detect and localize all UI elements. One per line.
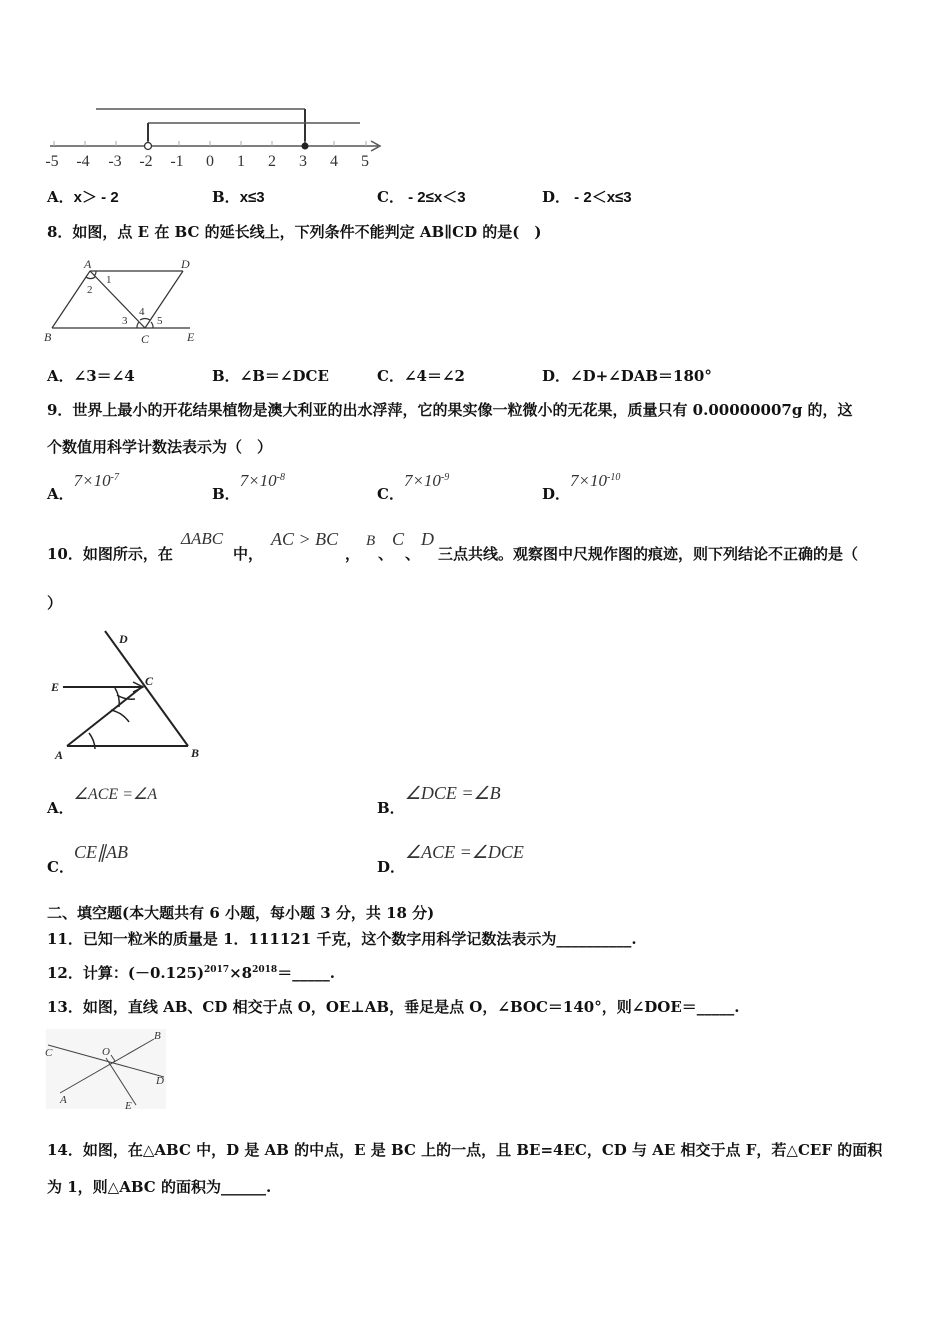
q10-point-d: D [421, 529, 434, 549]
q7-option-c: C． - 2≤x＜3 [377, 188, 466, 206]
point-label: D [181, 257, 190, 271]
q14-line1: 14．如图，在△ABC 中，D 是 AB 的中点，E 是 BC 上的一点，且 BE=4EC，CD 与 AE 相交于点 F，若△CEF 的面积 [47, 1141, 883, 1159]
tick-label: -4 [76, 153, 90, 170]
q7-option-a: A．x＞ - 2 [47, 188, 119, 206]
q11-text: 11．已知一粒米的质量是 1．111121 千克，这个数字用科学记数法表示为__________. [47, 930, 637, 948]
tick-label: -5 [45, 153, 59, 170]
point-label: A [84, 257, 92, 271]
q10-inequality: AC > BC [271, 529, 339, 549]
q10-option-c: C．CE∥AB [47, 842, 128, 876]
q9-stem-line2: 个数值用科学计数法表示为（ ） [47, 438, 273, 456]
q9-stem-line1: 9．世界上最小的开花结果植物是澳大利亚的出水浮萍，它的果实像一粒微小的无花果，质量只有 0.00000007g 的，这 [47, 401, 853, 419]
q10-stem-end: ） [47, 594, 63, 612]
q10-option-a: A．∠ACE =∠A [47, 786, 158, 817]
q9-option-b: B．$7\times 10^{-8}$ [212, 471, 286, 503]
q10-compass-figure [45, 625, 215, 765]
q9-option-c: C．$7\times 10^{-9}$ [377, 471, 450, 503]
q10-stem-suffix: 三点共线。观察图中尺规作图的痕迹，则下列结论不正确的是（ [438, 545, 859, 563]
q8-stem: 8．如图，点 E 在 BC 的延长线上，下列条件不能判定 AB∥CD 的是( ) [47, 223, 542, 241]
point-label: D [119, 632, 128, 646]
q8-option-c: C．∠4＝∠2 [377, 367, 465, 385]
point-label: E [187, 330, 195, 344]
q7-option-b: B．x≤3 [212, 188, 265, 206]
q14-line2: 为 1，则△ABC 的面积为______. [47, 1178, 272, 1196]
point-label: A [60, 1094, 67, 1106]
point-label: E [51, 680, 60, 694]
q13-text: 13．如图，直线 AB、CD 相交于点 O，OE⊥AB，垂足是点 O，∠BOC＝140°，则∠DOE＝_____. [47, 998, 740, 1016]
tick-label: 1 [237, 153, 245, 170]
q8-option-d: D．∠D+∠DAB＝180° [542, 367, 712, 385]
q10-comma: ， [345, 545, 361, 563]
tick-label: 4 [330, 153, 338, 170]
angle-label: 3 [122, 315, 128, 327]
number-line-figure [40, 100, 400, 172]
tick-label: -1 [170, 153, 184, 170]
q12-text: 12．计算：$(-0.125)^{2017}\times 8^{2018}=\_\_\_\_\_$. [47, 964, 335, 982]
tick-label: 5 [361, 153, 369, 170]
q10-stem-prefix: 10．如图所示，在 [47, 545, 173, 563]
point-label: A [55, 748, 64, 762]
angle-label: 4 [139, 306, 145, 318]
q8-option-b: B．∠B＝∠DCE [212, 367, 329, 385]
tick-label: -3 [108, 153, 122, 170]
closed-endpoint-dot [302, 143, 309, 150]
q9-option-a: A．$7\times 10^{-7}$ [47, 471, 119, 503]
q13-intersecting-lines-figure [40, 1025, 170, 1113]
tick-label: 3 [299, 153, 307, 170]
point-label: C [145, 674, 154, 688]
angle-label: 2 [87, 284, 93, 296]
q10-mid: 中， [233, 545, 264, 563]
point-label: B [44, 330, 52, 344]
q10-point-c: C [392, 529, 405, 549]
point-label: B [191, 746, 200, 760]
point-label: C [45, 1047, 53, 1059]
point-label: O [102, 1046, 110, 1058]
point-label: E [125, 1100, 132, 1112]
section2-title: 二、填空题(本大题共有 6 小题，每小题 3 分，共 18 分) [47, 904, 435, 922]
q10-point-b: B [366, 533, 376, 549]
q8-parallelogram-figure [40, 255, 210, 350]
angle-label: 1 [106, 274, 112, 286]
tick-label: -2 [139, 153, 153, 170]
point-label: C [141, 332, 150, 346]
q10-option-b: B．∠DCE =∠B [377, 783, 501, 817]
q10-option-d: D．∠ACE =∠DCE [377, 842, 524, 876]
q7-option-d: D． - 2＜x≤3 [542, 188, 632, 206]
tick-label: 0 [206, 153, 214, 170]
tick-label: 2 [268, 153, 276, 170]
q10-triangle: ΔABC [181, 529, 224, 548]
point-label: B [154, 1030, 161, 1042]
point-label: D [156, 1075, 164, 1087]
angle-label: 5 [157, 315, 163, 327]
q10-sep1: 、 [378, 545, 394, 563]
q9-option-d: D．$7\times 10^{-10}$ [542, 471, 621, 503]
open-endpoint-dot [145, 143, 152, 150]
q8-option-a: A．∠3＝∠4 [47, 367, 135, 385]
q10-sep2: 、 [405, 545, 421, 563]
